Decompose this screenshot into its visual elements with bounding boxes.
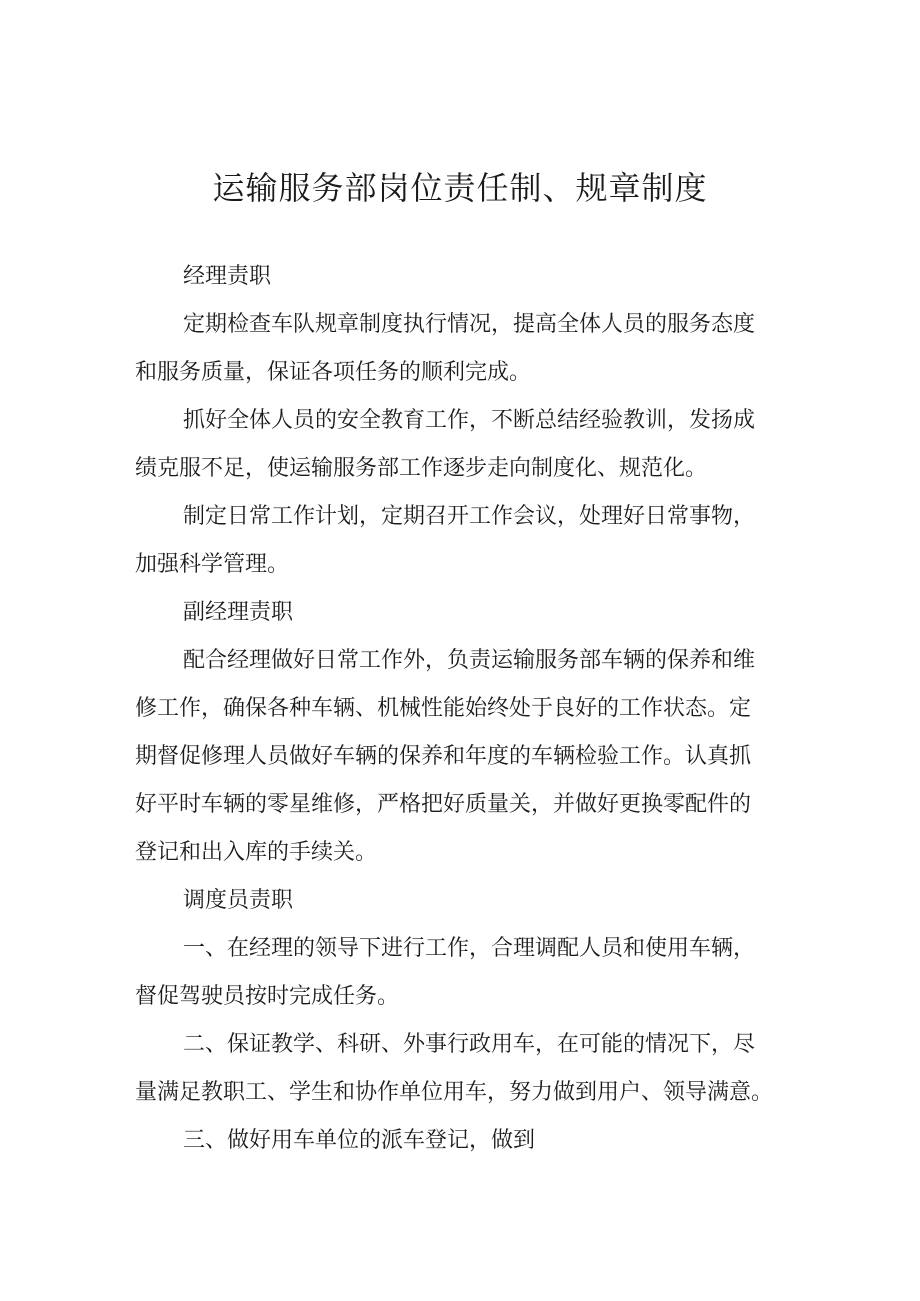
paragraph-line: 修工作，确保各种车辆、机械性能始终处于良好的工作状态。定 — [135, 696, 752, 721]
paragraph-line: 一、在经理的领导下进行工作，合理调配人员和使用车辆， — [183, 936, 756, 961]
paragraph-line: 量满足教职工、学生和协作单位用车，努力做到用户、领导满意。 — [135, 1080, 774, 1105]
paragraph-line: 三、做好用车单位的派车登记，做到 — [183, 1128, 536, 1153]
paragraph-line: 好平时车辆的零星维修，严格把好质量关，并做好更换零配件的 — [135, 792, 752, 817]
paragraph-line: 期督促修理人员做好车辆的保养和年度的车辆检验工作。认真抓 — [135, 744, 752, 769]
section-heading-dispatcher: 调度员责职 — [183, 888, 294, 913]
paragraph-line: 绩克服不足，使运输服务部工作逐步走向制度化、规范化。 — [135, 456, 708, 481]
paragraph-line: 督促驾驶员按时完成任务。 — [135, 984, 400, 1009]
paragraph-line: 登记和出入库的手续关。 — [135, 840, 378, 865]
section-heading-deputy-manager: 副经理责职 — [183, 600, 294, 625]
paragraph-line: 抓好全体人员的安全教育工作，不断总结经验教训，发扬成 — [183, 408, 756, 433]
paragraph-line: 二、保证教学、科研、外事行政用车，在可能的情况下，尽 — [183, 1032, 756, 1057]
paragraph-line: 配合经理做好日常工作外，负责运输服务部车辆的保养和维 — [183, 648, 756, 673]
paragraph-line: 制定日常工作计划，定期召开工作会议，处理好日常事物， — [183, 504, 756, 529]
paragraph-line: 和服务质量，保证各项任务的顺利完成。 — [135, 360, 532, 385]
document-title: 运输服务部岗位责任制、规章制度 — [212, 169, 708, 207]
section-heading-manager: 经理责职 — [183, 264, 272, 289]
paragraph-line: 定期检查车队规章制度执行情况，提高全体人员的服务态度 — [183, 312, 756, 337]
paragraph-line: 加强科学管理。 — [135, 552, 290, 577]
